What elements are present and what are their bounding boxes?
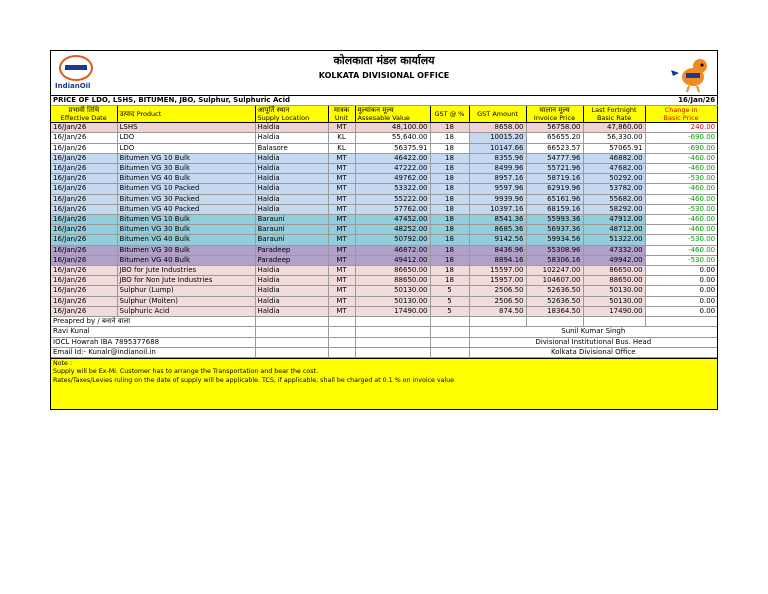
row-last-fortnight: 88650.00	[583, 276, 645, 286]
row-last-fortnight: 47912.00	[583, 215, 645, 225]
row-gst-rate: 18	[430, 225, 469, 235]
row-change: -460.00	[645, 225, 717, 235]
table-row	[51, 235, 717, 245]
col-supply-location: आपूर्ति स्थान Supply Location	[255, 106, 328, 123]
price-table	[51, 96, 718, 358]
row-last-fortnight: 55682.00	[583, 194, 645, 204]
row-date: 16/Jan/26	[51, 276, 117, 286]
row-location: Haldia	[255, 276, 328, 286]
table-row	[51, 123, 717, 133]
row-location: Haldia	[255, 164, 328, 174]
row-invoice-price: 59934.56	[526, 235, 583, 245]
col-assesable-value: मूल्यांकन मूल्य Assesable Value	[355, 106, 430, 123]
row-gst-amount: 10147.66	[469, 143, 526, 153]
row-product: Bitumen VG 10 Packed	[117, 184, 255, 194]
row-gst-amount: 8957.16	[469, 174, 526, 184]
row-unit: MT	[328, 245, 355, 255]
table-row	[51, 174, 717, 184]
col-gst-amount: GST Amount	[469, 106, 526, 123]
row-invoice-price: 18364.50	[526, 306, 583, 316]
table-row	[51, 296, 717, 306]
row-last-fortnight: 49942.00	[583, 255, 645, 265]
row-unit: KL	[328, 143, 355, 153]
row-last-fortnight: 57065.91	[583, 143, 645, 153]
row-date: 16/Jan/26	[51, 164, 117, 174]
row-date: 16/Jan/26	[51, 184, 117, 194]
row-assesable-value: 17490.00	[355, 306, 430, 316]
sheet-date: 16/Jan/26	[645, 96, 717, 106]
row-change: -530.00	[645, 204, 717, 214]
column-headers	[51, 106, 717, 123]
row-location: Barauni	[255, 225, 328, 235]
row-product: Bitumen VG 30 Bulk	[117, 225, 255, 235]
row-location: Haldia	[255, 266, 328, 276]
col-gst-rate: GST @ %	[430, 106, 469, 123]
notes-box	[51, 358, 717, 409]
table-row	[51, 255, 717, 265]
row-unit: MT	[328, 123, 355, 133]
row-gst-rate: 18	[430, 266, 469, 276]
row-change: -460.00	[645, 184, 717, 194]
price-rows	[51, 123, 717, 317]
row-product: Bitumen VG 10 Bulk	[117, 215, 255, 225]
row-unit: MT	[328, 174, 355, 184]
row-last-fortnight: 58292.00	[583, 204, 645, 214]
brand-name: IndianOil	[55, 82, 91, 90]
row-change: -690.00	[645, 143, 717, 153]
row-date: 16/Jan/26	[51, 204, 117, 214]
row-product: Bitumen VG 40 Bulk	[117, 255, 255, 265]
row-change: 0.00	[645, 286, 717, 296]
row-unit: MT	[328, 266, 355, 276]
row-assesable-value: 53322.00	[355, 184, 430, 194]
row-location: Haldia	[255, 184, 328, 194]
row-change: -460.00	[645, 245, 717, 255]
col-invoice-price: चालान मूल्य Invoice Price	[526, 106, 583, 123]
row-gst-rate: 5	[430, 296, 469, 306]
row-change: -460.00	[645, 194, 717, 204]
row-assesable-value: 49762.00	[355, 174, 430, 184]
col-last-fortnight: Last Fortnight Basic Rate	[583, 106, 645, 123]
row-date: 16/Jan/26	[51, 286, 117, 296]
footer-info	[51, 317, 717, 358]
row-assesable-value: 56375.91	[355, 143, 430, 153]
row-product: Sulphur (Molten)	[117, 296, 255, 306]
row-product: Sulphur (Lump)	[117, 286, 255, 296]
row-gst-amount: 8685.36	[469, 225, 526, 235]
row-gst-rate: 18	[430, 245, 469, 255]
row-gst-rate: 18	[430, 143, 469, 153]
row-change: 240.00	[645, 123, 717, 133]
row-product: LSHS	[117, 123, 255, 133]
preparer-name: Ravi Kunal	[51, 327, 255, 337]
table-row	[51, 194, 717, 204]
row-last-fortnight: 17490.00	[583, 306, 645, 316]
row-location: Haldia	[255, 123, 328, 133]
table-row	[51, 245, 717, 255]
row-unit: MT	[328, 255, 355, 265]
row-date: 16/Jan/26	[51, 143, 117, 153]
row-location: Balasore	[255, 143, 328, 153]
table-row	[51, 184, 717, 194]
row-assesable-value: 46872.00	[355, 245, 430, 255]
col-change: Change in Basic Price	[645, 106, 717, 123]
row-gst-rate: 18	[430, 153, 469, 163]
row-date: 16/Jan/26	[51, 245, 117, 255]
table-row	[51, 266, 717, 276]
row-product: Sulphuric Acid	[117, 306, 255, 316]
row-location: Haldia	[255, 204, 328, 214]
row-gst-amount: 8499.96	[469, 164, 526, 174]
row-unit: MT	[328, 306, 355, 316]
row-assesable-value: 50792.00	[355, 235, 430, 245]
row-gst-amount: 10015.20	[469, 133, 526, 143]
row-product: JBO for Non Jute Industries	[117, 276, 255, 286]
row-product: Bitumen VG 30 Packed	[117, 194, 255, 204]
row-assesable-value: 47222.00	[355, 164, 430, 174]
row-change: -530.00	[645, 255, 717, 265]
table-row	[51, 133, 717, 143]
row-unit: MT	[328, 225, 355, 235]
row-invoice-price: 65655.20	[526, 133, 583, 143]
prepared-by-label: Preapred by / बनाने वाला	[51, 317, 255, 327]
row-gst-amount: 8894.16	[469, 255, 526, 265]
row-change: 0.00	[645, 306, 717, 316]
row-unit: MT	[328, 153, 355, 163]
row-date: 16/Jan/26	[51, 133, 117, 143]
row-date: 16/Jan/26	[51, 123, 117, 133]
row-last-fortnight: 50130.00	[583, 296, 645, 306]
row-last-fortnight: 50130.00	[583, 286, 645, 296]
row-unit: MT	[328, 296, 355, 306]
row-unit: MT	[328, 215, 355, 225]
row-change: -460.00	[645, 164, 717, 174]
row-unit: MT	[328, 204, 355, 214]
price-of-title: PRICE OF LDO, LSHS, BITUMEN, JBO, Sulphur, Sulphuric Acid	[51, 96, 645, 106]
title-hindi: कोलकाता मंडल कार्यालय	[333, 54, 435, 67]
row-gst-rate: 18	[430, 123, 469, 133]
table-row	[51, 204, 717, 214]
row-assesable-value: 50130.00	[355, 286, 430, 296]
signatory-name: Sunil Kumar Singh	[469, 327, 717, 337]
row-product: Bitumen VG 30 Bulk	[117, 245, 255, 255]
row-invoice-price: 65161.96	[526, 194, 583, 204]
row-location: Haldia	[255, 296, 328, 306]
row-last-fortnight: 50292.00	[583, 174, 645, 184]
row-gst-rate: 18	[430, 194, 469, 204]
row-gst-amount: 9939.96	[469, 194, 526, 204]
row-gst-rate: 5	[430, 306, 469, 316]
row-assesable-value: 48252.00	[355, 225, 430, 235]
col-effective-date: प्रभावी तिथि Effective Date	[51, 106, 117, 123]
row-product: JBO for Jute Industries	[117, 266, 255, 276]
row-location: Haldia	[255, 133, 328, 143]
row-invoice-price: 56937.36	[526, 225, 583, 235]
row-change: -690.00	[645, 133, 717, 143]
row-assesable-value: 50130.00	[355, 296, 430, 306]
row-date: 16/Jan/26	[51, 306, 117, 316]
row-product: Bitumen VG 30 Bulk	[117, 164, 255, 174]
row-gst-amount: 2506.50	[469, 286, 526, 296]
row-invoice-price: 62919.96	[526, 184, 583, 194]
row-gst-rate: 5	[430, 286, 469, 296]
row-gst-rate: 18	[430, 235, 469, 245]
row-gst-rate: 18	[430, 276, 469, 286]
row-invoice-price: 104607.00	[526, 276, 583, 286]
row-gst-amount: 8355.96	[469, 153, 526, 163]
row-unit: MT	[328, 286, 355, 296]
row-date: 16/Jan/26	[51, 266, 117, 276]
row-last-fortnight: 46882.00	[583, 153, 645, 163]
row-date: 16/Jan/26	[51, 153, 117, 163]
row-gst-amount: 8541.36	[469, 215, 526, 225]
row-gst-amount: 2506.50	[469, 296, 526, 306]
row-location: Haldia	[255, 194, 328, 204]
preparer-org: IOCL Howrah IBA 7895377688	[51, 337, 255, 347]
row-change: -460.00	[645, 215, 717, 225]
row-invoice-price: 102247.00	[526, 266, 583, 276]
signatory-office: Kolkata Divisional Office	[469, 347, 717, 357]
row-product: Bitumen VG 40 Bulk	[117, 235, 255, 245]
row-location: Barauni	[255, 215, 328, 225]
title-english: KOLKATA DIVISIONAL OFFICE	[318, 71, 450, 80]
row-date: 16/Jan/26	[51, 194, 117, 204]
row-date: 16/Jan/26	[51, 296, 117, 306]
table-row	[51, 164, 717, 174]
preparer-email: Email Id:- Kunalr@indianoil.in	[51, 347, 255, 357]
row-assesable-value: 55222.00	[355, 194, 430, 204]
row-gst-rate: 18	[430, 133, 469, 143]
row-gst-amount: 15597.00	[469, 266, 526, 276]
row-unit: KL	[328, 133, 355, 143]
row-change: -460.00	[645, 153, 717, 163]
table-row	[51, 286, 717, 296]
row-assesable-value: 55,640.00	[355, 133, 430, 143]
price-sheet	[50, 50, 718, 410]
row-assesable-value: 46422.00	[355, 153, 430, 163]
row-last-fortnight: 48712.00	[583, 225, 645, 235]
sheet-header	[51, 51, 717, 96]
row-assesable-value: 47452.00	[355, 215, 430, 225]
row-invoice-price: 52636.50	[526, 286, 583, 296]
row-product: LDO	[117, 143, 255, 153]
row-invoice-price: 58719.16	[526, 174, 583, 184]
row-gst-rate: 18	[430, 164, 469, 174]
col-product: उत्पाद Product	[117, 106, 255, 123]
row-change: -530.00	[645, 235, 717, 245]
row-gst-rate: 18	[430, 184, 469, 194]
row-gst-amount: 10397.16	[469, 204, 526, 214]
row-gst-amount: 8436.96	[469, 245, 526, 255]
row-location: Paradeep	[255, 255, 328, 265]
row-product: Bitumen VG 40 Bulk	[117, 174, 255, 184]
row-unit: MT	[328, 235, 355, 245]
row-product: LDO	[117, 133, 255, 143]
row-date: 16/Jan/26	[51, 235, 117, 245]
row-location: Haldia	[255, 174, 328, 184]
notes-line-2: Rates/Taxes/Levies ruling on the date of supply will be applicable. TCS, if applicable, shall be charged at 0.1 % on invoice value	[53, 376, 455, 384]
row-date: 16/Jan/26	[51, 225, 117, 235]
row-gst-rate: 18	[430, 215, 469, 225]
row-change: 0.00	[645, 296, 717, 306]
row-assesable-value: 48,100.00	[355, 123, 430, 133]
row-unit: MT	[328, 164, 355, 174]
row-gst-amount: 15957.00	[469, 276, 526, 286]
row-change: 0.00	[645, 276, 717, 286]
row-gst-amount: 9597.96	[469, 184, 526, 194]
row-invoice-price: 55993.36	[526, 215, 583, 225]
row-last-fortnight: 53782.00	[583, 184, 645, 194]
row-location: Paradeep	[255, 245, 328, 255]
row-assesable-value: 88650.00	[355, 276, 430, 286]
row-date: 16/Jan/26	[51, 255, 117, 265]
row-last-fortnight: 56,330.00	[583, 133, 645, 143]
table-row	[51, 225, 717, 235]
row-invoice-price: 56758.00	[526, 123, 583, 133]
table-row	[51, 215, 717, 225]
table-row	[51, 153, 717, 163]
row-invoice-price: 68159.16	[526, 204, 583, 214]
price-of-row	[51, 96, 717, 106]
row-last-fortnight: 47332.00	[583, 245, 645, 255]
row-invoice-price: 52636.50	[526, 296, 583, 306]
row-change: 0.00	[645, 266, 717, 276]
row-location: Barauni	[255, 235, 328, 245]
row-gst-amount: 874.50	[469, 306, 526, 316]
row-location: Haldia	[255, 286, 328, 296]
table-row	[51, 276, 717, 286]
notes-heading: Note :	[53, 360, 73, 368]
row-invoice-price: 54777.96	[526, 153, 583, 163]
table-row	[51, 143, 717, 153]
row-change: -530.00	[645, 174, 717, 184]
row-assesable-value: 49412.00	[355, 255, 430, 265]
row-date: 16/Jan/26	[51, 174, 117, 184]
row-assesable-value: 86650.00	[355, 266, 430, 276]
table-row	[51, 306, 717, 316]
row-unit: MT	[328, 276, 355, 286]
signatory-title: Divisional Institutional Bus. Head	[469, 337, 717, 347]
col-unit: मात्रक Unit	[328, 106, 355, 123]
row-assesable-value: 57762.00	[355, 204, 430, 214]
row-location: Haldia	[255, 153, 328, 163]
row-invoice-price: 66523.57	[526, 143, 583, 153]
row-gst-amount: 8658.00	[469, 123, 526, 133]
row-last-fortnight: 47,860.00	[583, 123, 645, 133]
row-gst-rate: 18	[430, 174, 469, 184]
row-gst-rate: 18	[430, 255, 469, 265]
mascot-icon	[669, 53, 713, 93]
notes-line-1: Supply will be Ex-Mi. Customer has to arrange the Transportation and bear the cost.	[53, 368, 318, 376]
row-date: 16/Jan/26	[51, 215, 117, 225]
row-last-fortnight: 47682.00	[583, 164, 645, 174]
row-last-fortnight: 51322.00	[583, 235, 645, 245]
row-gst-rate: 18	[430, 204, 469, 214]
row-invoice-price: 55308.96	[526, 245, 583, 255]
row-invoice-price: 55721.96	[526, 164, 583, 174]
row-product: Bitumen VG 10 Bulk	[117, 153, 255, 163]
row-unit: MT	[328, 194, 355, 204]
row-invoice-price: 58306.16	[526, 255, 583, 265]
row-gst-amount: 9142.56	[469, 235, 526, 245]
row-product: Bitumen VG 40 Packed	[117, 204, 255, 214]
row-unit: MT	[328, 184, 355, 194]
row-last-fortnight: 86650.00	[583, 266, 645, 276]
row-location: Haldia	[255, 306, 328, 316]
